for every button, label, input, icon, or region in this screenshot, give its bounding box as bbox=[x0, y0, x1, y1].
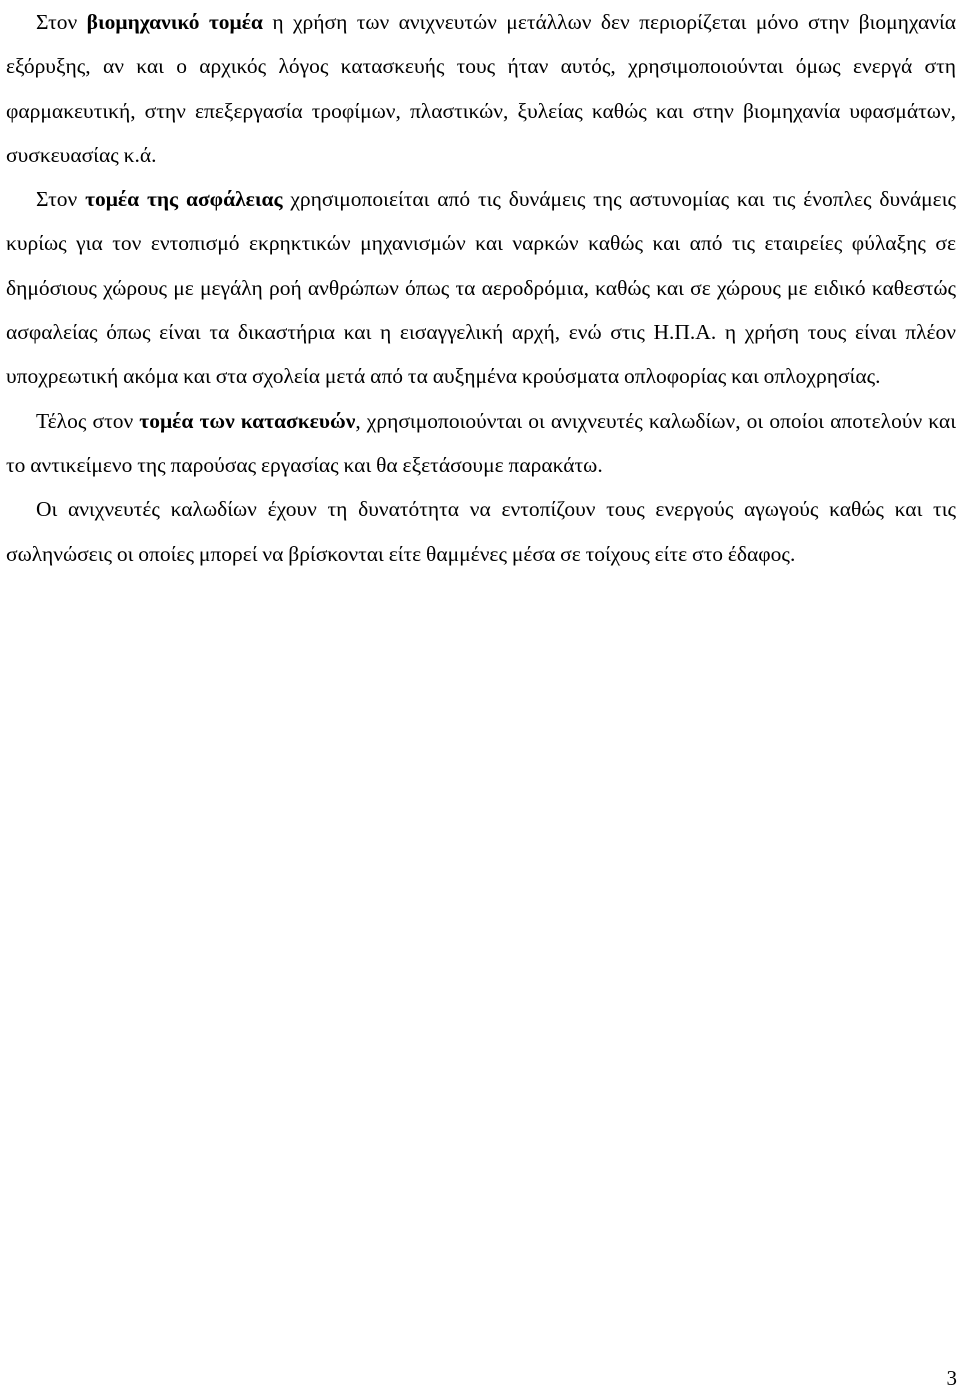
paragraph-2-bold-term: τομέα της ασφάλειας bbox=[85, 187, 283, 212]
paragraph-construction-sector bbox=[6, 399, 956, 488]
paragraph-1-body: η χρήση των ανιχνευτών μετάλλων δεν περιορίζεται μόνο στην βιομηχανία εξόρυξης, αν και ο αρχικός λόγος κατασκευής τους ήταν αυτός, χρησιμοποιούνται όμως ενεργά στη φαρμακευτική, στην επεξεργασία τροφίμων, πλαστικών, ξυλείας καθώς και στην βιομηχανία υφασμάτων, συσκευασίας κ.ά. bbox=[6, 10, 956, 167]
paragraph-2-lead: Στον bbox=[36, 187, 86, 212]
paragraph-cable-detectors: Οι ανιχνευτές καλωδίων έχουν τη δυνατότητα να εντοπίζουν τους ενεργούς αγωγούς καθώς και τις σωληνώσεις οι οποίες μπορεί να βρίσκονται είτε θαμμένες μέσα σε τοίχους είτε στο έδαφος. bbox=[6, 497, 956, 566]
page-number: 3 bbox=[946, 1366, 957, 1390]
paragraph-1-lead: Στον bbox=[36, 10, 87, 34]
paragraph-industrial-sector bbox=[6, 0, 956, 177]
paragraph-3-lead: Τέλος στον bbox=[36, 408, 140, 433]
paragraph-3-body: , χρησιμοποιούνται οι ανιχνευτές καλωδίων, οι οποίοι αποτελούν και το αντικείμενο της παρούσας εργασίας και θα εξετάσουμε παρακάτω. bbox=[6, 408, 956, 477]
document-page bbox=[6, 0, 956, 576]
paragraph-security-sector bbox=[6, 177, 956, 398]
paragraph-3-bold-term: τομέα των κατασκευών bbox=[139, 408, 356, 433]
paragraph-2-body: χρησιμοποιείται από τις δυνάμεις της αστυνομίας και τις ένοπλες δυνάμεις κυρίως για τον εντοπισμό εκρηκτικών μηχανισμών και ναρκών καθώς και από τις εταιρείες φύλαξης σε δημόσιους χώρους με μεγάλη ροή ανθρώπων όπως τα αεροδρόμια, καθώς και σε χώρους με ειδικό καθεστώς ασφαλείας όπως είναι τα δικαστήρια και η εισαγγελική αρχή, ενώ στις Η.Π.Α. η χρήση τους είναι πλέον υποχρεωτική ακόμα και στα σχολεία μετά από τα αυξημένα κρούσματα οπλοφορίας και οπλοχρησίας. bbox=[6, 187, 956, 389]
paragraph-1-bold-term: βιομηχανικό τομέα bbox=[86, 10, 263, 34]
